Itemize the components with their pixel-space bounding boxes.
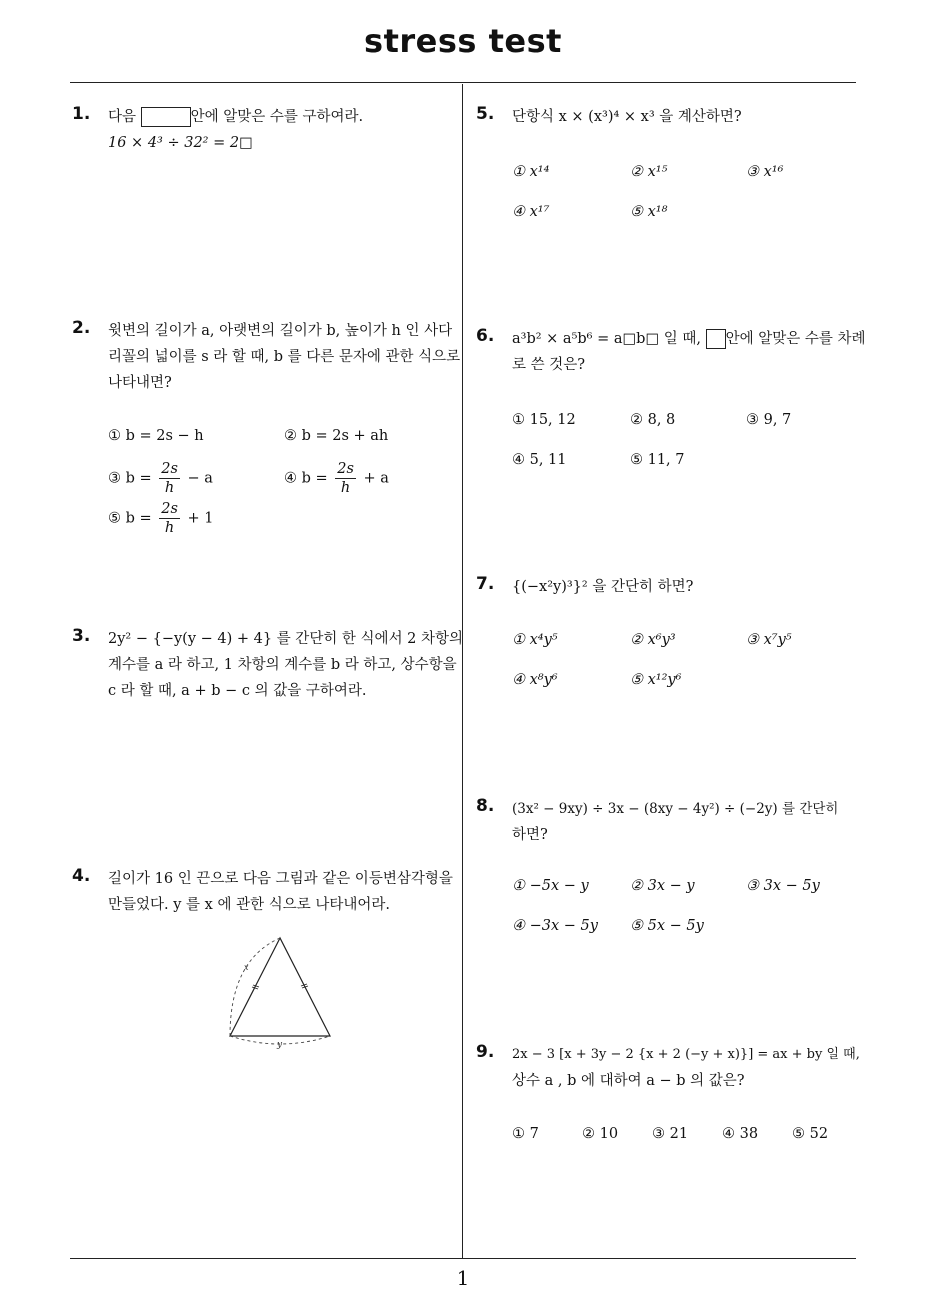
question-expression: 16 × 4³ ÷ 32² = 2□ (108, 135, 253, 151)
option-1[interactable]: ① −5x − y (512, 878, 589, 894)
option-4[interactable]: ④ x¹⁷ (512, 204, 550, 220)
option-1[interactable]: ① 7 (512, 1126, 539, 1142)
fraction (335, 460, 356, 497)
option-5[interactable]: ⑤ 11, 7 (630, 452, 685, 468)
option-2[interactable]: ② 10 (582, 1126, 619, 1142)
question-line: 상수 a , b 에 대하여 a − b 의 값은? (512, 1073, 745, 1089)
question-8 (476, 796, 861, 946)
question-line: 리꼴의 넓이를 s 라 할 때, b 를 다른 문자에 관한 식으로 (108, 349, 461, 365)
fraction-denominator: h (164, 480, 175, 496)
question-2 (72, 318, 461, 538)
option-3[interactable]: ③ 3x − 5y (746, 878, 820, 894)
fraction-numerator: 2s (337, 461, 354, 477)
question-number: 9. (476, 1042, 495, 1062)
question-suffix: 안에 알맞은 수를 구하여라. (190, 109, 364, 125)
option-3[interactable]: ③ x¹⁶ (746, 164, 784, 180)
question-7 (476, 574, 856, 704)
triangle-shape (230, 938, 330, 1036)
option-2[interactable]: ② x¹⁵ (630, 164, 668, 180)
option-4[interactable]: ④ x⁸y⁶ (512, 672, 558, 688)
question-line: 만들었다. y 를 x 에 관한 식으로 나타내어라. (108, 897, 390, 913)
option-tail: + a (363, 470, 389, 487)
question-text (108, 318, 460, 396)
fraction-numerator: 2s (161, 501, 178, 517)
option-3[interactable]: ③ 9, 7 (746, 412, 792, 428)
question-text (512, 574, 693, 600)
option-tail: − a (187, 470, 213, 487)
question-line: 나타내면? (108, 375, 172, 391)
question-line: c 라 할 때, a + b − c 의 값을 구하여라. (108, 683, 367, 699)
question-3 (72, 626, 464, 716)
isosceles-triangle-figure (212, 930, 342, 1054)
option-1[interactable]: ① b = 2s − h (108, 428, 204, 444)
question-line: {(−x²y)³}² 을 간단히 하면? (512, 579, 694, 595)
answer-blank-box (706, 329, 726, 349)
fraction (159, 500, 180, 537)
question-line: 로 쓴 것은? (512, 357, 586, 373)
option-2[interactable]: ② x⁶y³ (630, 632, 676, 648)
option-2[interactable]: ② b = 2s + ah (284, 428, 389, 444)
option-2[interactable]: ② 3x − y (630, 878, 695, 894)
option-tail: + 1 (187, 510, 214, 527)
question-number: 5. (476, 104, 495, 124)
option-5[interactable]: ⑤ 5x − 5y (630, 918, 704, 934)
option-label: ③ b = (108, 470, 152, 487)
question-5 (476, 104, 856, 234)
option-label: ④ b = (284, 470, 328, 487)
fraction (159, 460, 180, 497)
option-3[interactable]: ③ 21 (652, 1126, 689, 1142)
question-line: 2x − 3 [x + 3y − 2 {x + 2 (−y + x)}] = ax + by 일 때, (512, 1047, 860, 1062)
question-text (512, 104, 742, 130)
fraction-numerator: 2s (161, 461, 178, 477)
question-text (108, 626, 463, 704)
option-5[interactable]: ⑤ x¹⁸ (630, 204, 668, 220)
question-text (512, 326, 866, 378)
question-number: 7. (476, 574, 495, 594)
page-title: stress test (364, 22, 562, 60)
option-3[interactable]: ③ x⁷y⁵ (746, 632, 792, 648)
page-number: 1 (456, 1266, 470, 1290)
question-text (108, 866, 453, 918)
question-number: 1. (72, 104, 91, 124)
question-text (108, 104, 363, 156)
option-4[interactable] (284, 460, 389, 497)
top-rule (70, 82, 856, 83)
question-prefix: 다음 (108, 109, 137, 125)
question-9 (476, 1042, 861, 1152)
label-y: y (277, 1040, 283, 1050)
question-1 (72, 104, 452, 164)
question-4 (72, 866, 457, 1066)
option-4[interactable]: ④ 38 (722, 1126, 759, 1142)
question-line: 단항식 x × (x³)⁴ × x³ 을 계산하면? (512, 109, 742, 125)
option-1[interactable]: ① x¹⁴ (512, 164, 550, 180)
question-line: 길이가 16 인 끈으로 다음 그림과 같은 이등변삼각형을 (108, 871, 453, 887)
fraction-denominator: h (164, 520, 175, 536)
question-line: 윗변의 길이가 a, 아랫변의 길이가 b, 높이가 h 인 사다 (108, 323, 453, 339)
option-4[interactable]: ④ 5, 11 (512, 452, 567, 468)
option-1[interactable]: ① x⁴y⁵ (512, 632, 558, 648)
answer-blank-box (141, 107, 191, 127)
option-4[interactable]: ④ −3x − 5y (512, 918, 598, 934)
question-number: 4. (72, 866, 91, 886)
bottom-rule (70, 1258, 856, 1259)
option-3[interactable] (108, 460, 213, 497)
question-6 (476, 326, 866, 476)
question-line: (3x² − 9xy) ÷ 3x − (8xy − 4y²) ÷ (−2y) 를 간단히 (512, 801, 839, 817)
question-suffix: 안에 알맞은 수를 차례 (725, 331, 866, 347)
option-5[interactable] (108, 500, 214, 537)
fraction-denominator: h (340, 480, 351, 496)
question-line: 하면? (512, 827, 548, 843)
option-5[interactable]: ⑤ 52 (792, 1126, 829, 1142)
question-text (512, 1042, 860, 1094)
label-x: x (244, 963, 249, 972)
option-1[interactable]: ① 15, 12 (512, 412, 576, 428)
question-line: 2y² − {−y(y − 4) + 4} 를 간단히 한 식에서 2 차항의 (108, 631, 464, 647)
question-number: 8. (476, 796, 495, 816)
option-5[interactable]: ⑤ x¹²y⁶ (630, 672, 682, 688)
question-number: 6. (476, 326, 495, 346)
question-line: 계수를 a 라 하고, 1 차항의 계수를 b 라 하고, 상수항을 (108, 657, 457, 673)
option-2[interactable]: ② 8, 8 (630, 412, 676, 428)
question-number: 3. (72, 626, 91, 646)
question-prefix: a³b² × a⁵b⁶ = a□b□ 일 때, (512, 331, 702, 347)
question-text (512, 796, 838, 848)
option-label: ⑤ b = (108, 510, 152, 527)
question-number: 2. (72, 318, 91, 338)
